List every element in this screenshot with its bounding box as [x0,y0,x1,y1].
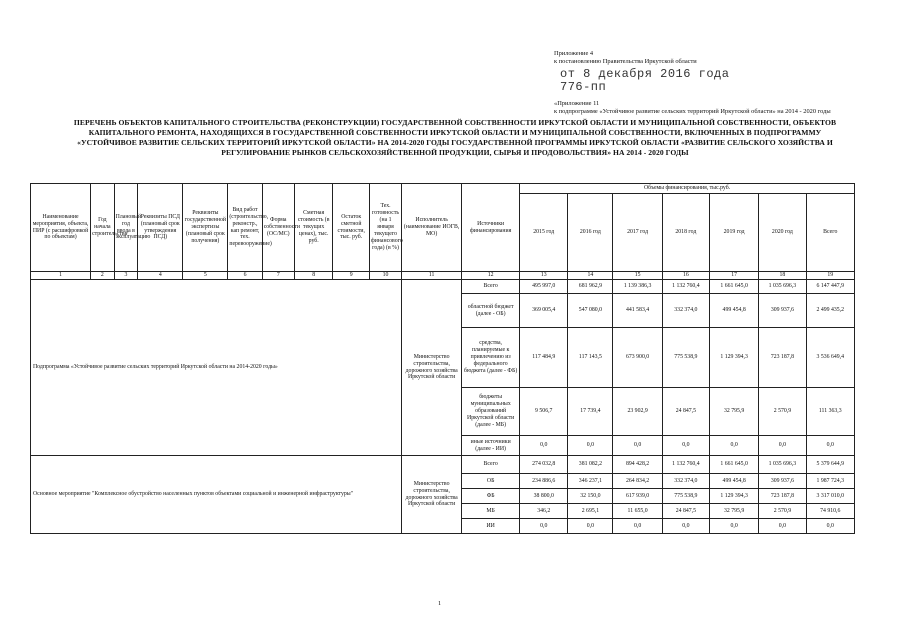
year-value: 1 132 760,4 [662,456,709,474]
funding-source: Всего [462,280,520,294]
year-value: 0,0 [520,519,568,534]
year-value: 9 506,7 [520,388,568,436]
year-value: 723 187,8 [759,328,806,388]
year-value: 2 695,1 [568,504,613,519]
year-value: 274 032,8 [520,456,568,474]
year-value: 1 035 696,3 [759,280,806,294]
header-remainder: Остаток сметной стоимости, тыс. руб. [333,184,369,272]
header-year-2017: 2017 год [613,194,662,272]
column-number: 12 [462,272,520,280]
year-value: 17 739,4 [568,388,613,436]
year-value: 32 795,9 [709,504,758,519]
year-value: 441 583,4 [613,294,662,328]
column-number: 1 [31,272,91,280]
funding-source: областной бюджет (далее - ОБ) [462,294,520,328]
year-value: 1 035 696,3 [759,456,806,474]
appendix-block [554,50,884,116]
column-number: 14 [568,272,613,280]
total-value: 0,0 [806,519,854,534]
year-value: 381 082,2 [568,456,613,474]
year-value: 1 661 645,0 [709,456,758,474]
year-value: 332 374,0 [662,474,709,489]
year-value: 1 129 394,3 [709,328,758,388]
year-value: 264 834,2 [613,474,662,489]
year-value: 0,0 [613,436,662,456]
number-stamp: 776-пп [560,79,607,94]
funding-source: ОБ [462,474,520,489]
year-value: 0,0 [613,519,662,534]
column-number: 18 [759,272,806,280]
header-psd: Реквизиты ПСД (плановый срок утверждения ПСД) [138,184,183,272]
year-value: 38 800,0 [520,489,568,504]
column-numbers-row [31,272,855,280]
header-start-year: Год начала строительства [91,184,115,272]
header-year-2016: 2016 год [568,194,613,272]
header-total: Всего [806,194,854,272]
year-value: 2 570,9 [759,504,806,519]
header-plan-year: Плановый год ввода в эксплуатацию [114,184,138,272]
column-number: 2 [91,272,115,280]
total-value: 111 363,3 [806,388,854,436]
column-number: 3 [114,272,138,280]
document-title: ПЕРЕЧЕНЬ ОБЪЕКТОВ КАПИТАЛЬНОГО СТРОИТЕЛЬСТВА (РЕКОНСТРУКЦИИ) ГОСУДАРСТВЕННОЙ СОБСТВЕННОСТИ ИРКУТСКОЙ ОБЛАСТИ И МУНИЦИПАЛЬНОЙ СОБСТВЕННОСТИ, ОБЪЕКТОВ КАПИТАЛЬНОГО РЕМОНТА, НАХОДЯЩИХСЯ В ГОСУДАРСТВЕННОЙ СОБСТВЕННОСТИ ИРКУТСКОЙ ОБЛАСТИ И МУНИЦИПАЛЬНОЙ СОБСТВЕННОСТИ, ВКЛЮЧЕННЫХ В ПОДПРОГРАММУ «УСТОЙЧИВОЕ РАЗВИТИЕ СЕЛЬСКИХ ТЕРРИТОРИЙ ИРКУТСКОЙ ОБЛАСТИ» НА 2014-2020 ГОДЫ ГОСУДАРСТВЕННОЙ ПРОГРАММЫ ИРКУТСКОЙ ОБЛАСТИ «РАЗВИТИЕ СЕЛЬСКОГО ХОЗЯЙСТВА И РЕГУЛИРОВАНИЕ РЫНКОВ СЕЛЬСКОХОЗЯЙСТВЕННОЙ ПРОДУКЦИИ, СЫРЬЯ И ПРОДОВОЛЬСТВИЯ» НА 2014 - 2020 ГОДЫ [73,118,837,158]
header-estimate: Сметная стоимость (в текущих ценах), тыс. руб. [294,184,333,272]
executor-cell: Министерство строительства, дорожного хозяйства Иркутской области [402,456,462,534]
year-value: 673 900,0 [613,328,662,388]
year-value: 32 150,0 [568,489,613,504]
funding-source: ИИ [462,519,520,534]
header-readiness: Тех. готовность (на 1 января текущего финансового года) (в %) [369,184,401,272]
year-value: 1 661 645,0 [709,280,758,294]
year-value: 346 237,1 [568,474,613,489]
appendix-line-1: Приложение 4 [554,50,594,57]
column-number: 15 [613,272,662,280]
year-value: 775 538,9 [662,489,709,504]
year-value: 117 143,5 [568,328,613,388]
header-name: Наименование мероприятия, объекта, ПИР (с расшифровкой по объектам) [31,184,91,272]
year-value: 894 428,2 [613,456,662,474]
year-value: 499 454,8 [709,474,758,489]
header-ownership: Форма собственности (ОС/МС) [262,184,294,272]
header-year-2020: 2020 год [759,194,806,272]
total-value: 0,0 [806,436,854,456]
column-number: 11 [402,272,462,280]
column-number: 4 [138,272,183,280]
column-number: 6 [228,272,262,280]
year-value: 11 655,0 [613,504,662,519]
year-value: 0,0 [520,436,568,456]
year-value: 723 187,8 [759,489,806,504]
column-number: 5 [183,272,228,280]
total-value: 74 910,6 [806,504,854,519]
subprogram-name: Подпрограмма «Устойчивое развитие сельских территорий Иркутской области на 2014-2020 годы» [31,280,402,456]
year-value: 681 962,9 [568,280,613,294]
funding-source: иные источники (далее - ИИ) [462,436,520,456]
funding-source: МБ [462,504,520,519]
year-value: 369 005,4 [520,294,568,328]
total-value: 6 147 447,9 [806,280,854,294]
column-number: 7 [262,272,294,280]
year-value: 0,0 [662,436,709,456]
total-value: 3 536 649,4 [806,328,854,388]
executor-cell: Министерство строительства, дорожного хозяйства Иркутской области [402,280,462,456]
year-value: 0,0 [709,519,758,534]
year-value: 0,0 [759,436,806,456]
funding-source: бюджеты муниципальных образований Иркутской области (далее - МБ) [462,388,520,436]
column-number: 16 [662,272,709,280]
header-funding-group: Объемы финансирования, тыс.руб. [520,184,855,194]
column-number: 10 [369,272,401,280]
date-stamp: от 8 декабря 2016 года [560,66,730,81]
main-activity-name: Основное мероприятие "Комплексное обустройство населенных пунктов объектами социальной и инженерной инфраструктуры" [31,456,402,534]
year-value: 309 937,6 [759,294,806,328]
header-source: Источники финансирования [462,184,520,272]
table-row [31,280,855,294]
objects-table [30,183,855,534]
year-value: 1 132 760,4 [662,280,709,294]
page-number: 1 [438,600,442,607]
appendix-line-3: «Приложение 11 [554,99,600,107]
year-value: 0,0 [568,519,613,534]
header-work-type: Вид работ (строительство, реконстр., кап ремонт, тех. перевооружение) [228,184,262,272]
year-value: 24 847,5 [662,388,709,436]
year-value: 495 997,0 [520,280,568,294]
year-value: 775 538,9 [662,328,709,388]
year-value: 2 570,9 [759,388,806,436]
year-value: 499 454,8 [709,294,758,328]
year-value: 1 139 386,3 [613,280,662,294]
year-value: 0,0 [709,436,758,456]
header-year-2019: 2019 год [709,194,758,272]
table-row [31,456,855,474]
year-value: 23 902,9 [613,388,662,436]
year-value: 617 939,0 [613,489,662,504]
year-value: 547 080,0 [568,294,613,328]
year-value: 32 795,9 [709,388,758,436]
year-value: 346,2 [520,504,568,519]
year-value: 0,0 [568,436,613,456]
column-number: 13 [520,272,568,280]
header-executor: Исполнитель (наименование ИОГВ, МО) [402,184,462,272]
year-value: 309 937,6 [759,474,806,489]
year-value: 24 847,5 [662,504,709,519]
total-value: 2 499 435,2 [806,294,854,328]
column-number: 9 [333,272,369,280]
year-value: 0,0 [662,519,709,534]
total-value: 1 987 724,3 [806,474,854,489]
appendix-line-4: к подпрограмме «Устойчивое развитие сельских территорий Иркутской области» на 2014 - 2020 годы [554,107,831,115]
year-value: 1 129 394,3 [709,489,758,504]
total-value: 5 379 644,9 [806,456,854,474]
funding-source: ФБ [462,489,520,504]
appendix-line-2: к постановлению Правительства Иркутской области [554,58,697,66]
total-value: 3 317 010,0 [806,489,854,504]
column-number: 19 [806,272,854,280]
column-number: 17 [709,272,758,280]
funding-source: Всего [462,456,520,474]
funding-source: средства, планируемые к привлечению из федерального бюджета (далее - ФБ) [462,328,520,388]
header-expertise: Реквизиты государственной экспертизы (плановый срок получения) [183,184,228,272]
header-year-2015: 2015 год [520,194,568,272]
year-value: 234 886,6 [520,474,568,489]
column-number: 8 [294,272,333,280]
year-value: 0,0 [759,519,806,534]
year-value: 117 484,9 [520,328,568,388]
year-value: 332 374,0 [662,294,709,328]
header-year-2018: 2018 год [662,194,709,272]
